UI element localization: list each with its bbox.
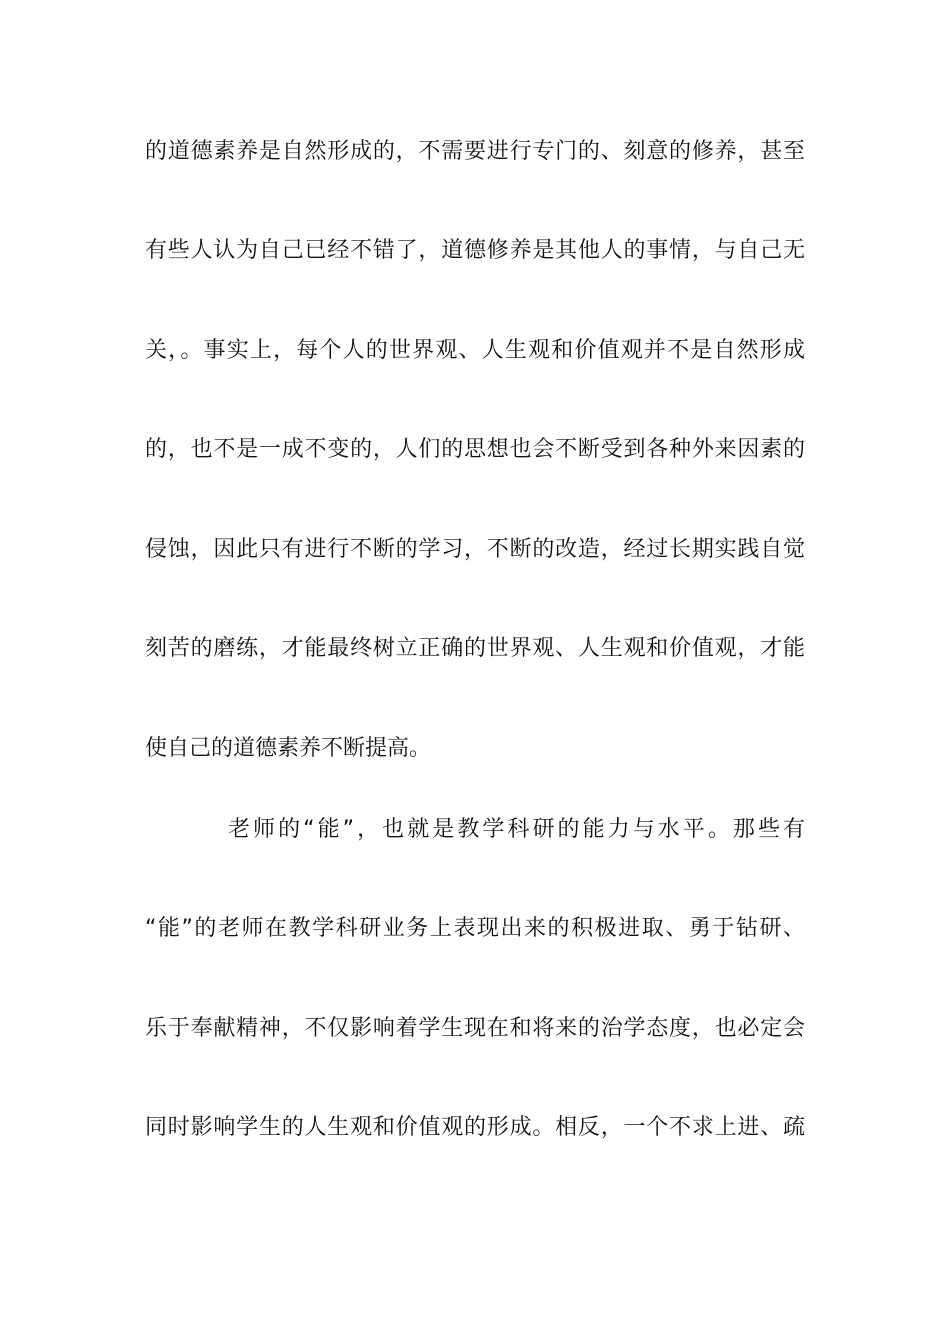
text-line: “能”的老师在教学科研业务上表现出来的积极进取、勇于钻研、 — [145, 916, 805, 941]
paragraph-first-line: 老师的“能”，也就是教学科研的能力与水平。那些有 — [228, 817, 805, 842]
text-line: 的，也不是一成不变的，人们的思想也会不断受到各种外来因素的 — [145, 437, 805, 462]
text-line: 乐于奉献精神，不仅影响着学生现在和将来的治学态度，也必定会 — [145, 1016, 805, 1041]
text-line: 的道德素养是自然形成的，不需要进行专门的、刻意的修养，甚至 — [145, 139, 805, 164]
text-line: 使自己的道德素养不断提高。 — [145, 736, 432, 761]
text-line: 刻苦的磨练，才能最终树立正确的世界观、人生观和价值观，才能 — [145, 636, 805, 661]
text-line: 有些人认为自己已经不错了，道德修养是其他人的事情，与自己无 — [145, 238, 805, 263]
text-line: 同时影响学生的人生观和价值观的形成。相反，一个不求上进、疏 — [145, 1115, 805, 1140]
text-line: 关，。事实上，每个人的世界观、人生观和价值观并不是自然形成 — [145, 338, 805, 363]
text-line: 侵蚀，因此只有进行不断的学习，不断的改造，经过长期实践自觉 — [145, 537, 805, 562]
